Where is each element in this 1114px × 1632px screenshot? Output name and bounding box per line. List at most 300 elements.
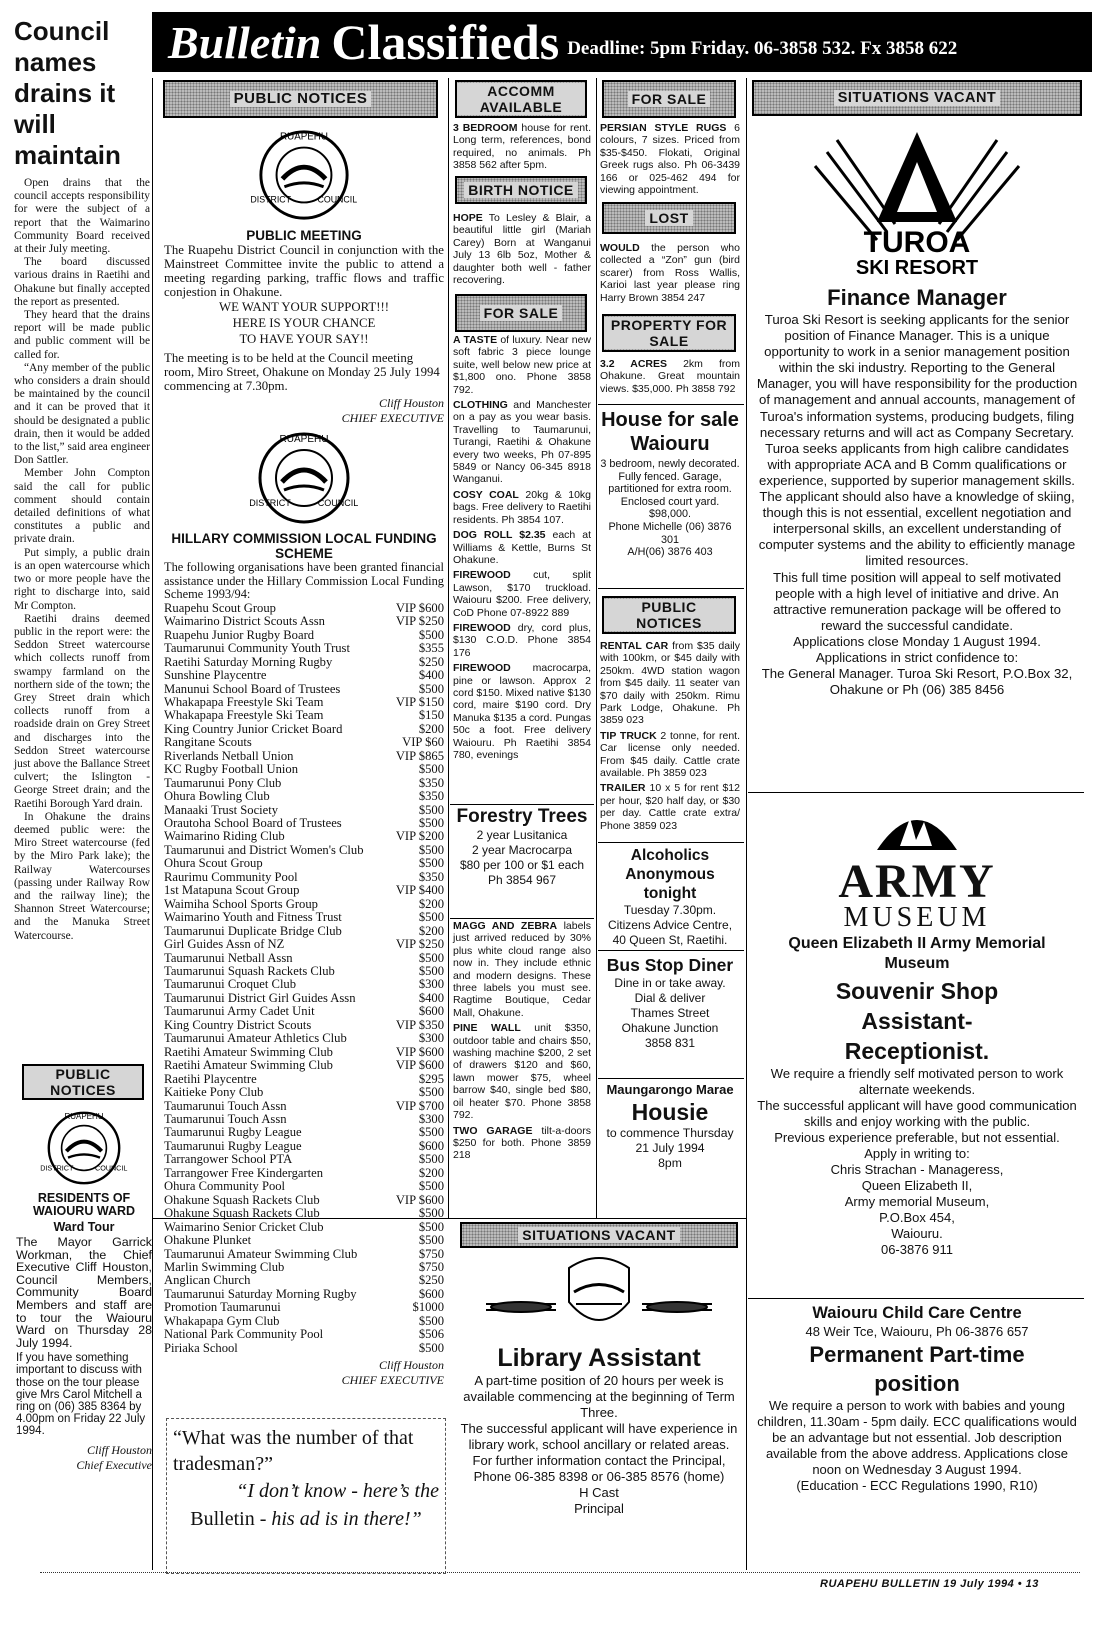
child-care-title: Waiouru Child Care Centre [812, 1304, 1022, 1322]
for-sale-list-col3b [453, 920, 591, 1214]
grant-organisation: National Park Community Pool [164, 1327, 324, 1342]
sale-item-text: each at Williams & Kettle, Burns St Ohakune. [453, 529, 591, 566]
quote-answer-1: “I don’t know - here’s the [236, 1480, 439, 1502]
grant-amount: $295 [418, 1071, 444, 1086]
turoa-logo [807, 122, 1027, 282]
grant-organisation: Promotion Taumarunui [164, 1300, 281, 1315]
news-paragraph: In Ohakune the drains deemed public were: the Miro Street watercourse (fed by the Miro Park lake); the Railway Watercourses (passing under Railway Row and the railway line); the Shannon Street Watercourse; and the Manuka Street Watercourse. [14, 810, 150, 942]
grant-organisation: Ruapehu Junior Rugby Board [164, 627, 315, 642]
finance-paragraph: Turoa Ski Resort is seeking applicants for the senior position of Finance Manager. This is a unique opportunity to work in a senior management position within the ski industry. Reporting to the General Manager, you will have responsibility for the production of management and annual accounts, management of Turoa's information systems, producing budgets, filing necessary returns and will act as Company Secretary. [756, 312, 1078, 440]
museum-title: MUSEUM [843, 902, 991, 933]
grant-organisation: Waimarino Youth and Fitness Trust [164, 910, 342, 925]
grant-amount: $400 [418, 668, 444, 683]
meeting-title: PUBLIC MEETING [246, 228, 362, 243]
sale-item-text: and Manchester on a pay as you wear basis. Travelling to Taumarunui, Turangi, Raetihi & Ohakune every two weeks, Ph 07-895 5849 or Nancy 06-345 8918 Wanganui. [453, 399, 592, 486]
grant-organisation: KC Rugby Football Union [164, 762, 298, 777]
army-paragraph: Apply in writing to: [864, 1146, 970, 1161]
grant-row [164, 1221, 444, 1234]
grant-amount: $500 [418, 950, 444, 965]
grant-row [164, 1248, 444, 1261]
grant-row [164, 1288, 444, 1301]
sale-item [453, 920, 591, 1019]
lost-ad [600, 242, 740, 310]
grant-organisation: Girl Guides Assn of NZ [164, 937, 285, 952]
situations-vacant-banner: SITUATIONS VACANT [752, 80, 1082, 116]
grant-amount: VIP $600 [395, 1192, 444, 1207]
grant-organisation: Waimarino District Scouts Assn [164, 614, 325, 629]
birth-lead: HOPE [453, 212, 483, 224]
public-notices-banner-col4: PUBLIC NOTICES [602, 596, 736, 634]
grant-amount: $600 [418, 1004, 444, 1019]
grant-row [164, 790, 444, 803]
sale-item-text: 20kg & 10kg bags. Free delivery to Raetihi residents. Ph 3854 107. [453, 488, 591, 526]
sale-item-text: macrocarpa, pine or lawson. Approx 2 cord $150. Mixed native $130 cord, maire $190 cord. Dry Manuka $135 a cord. Pungas 50c a foot. Free delivery Waiouru. Ph Raetihi 3854 780, evenings [453, 662, 591, 761]
grant-amount: $500 [418, 1179, 444, 1194]
grant-organisation: Tarrangower Free Kindergarten [164, 1165, 324, 1180]
army-paragraph: We require a friendly self motivated person to work alternate weekends. [770, 1066, 1064, 1097]
classifieds-header [152, 12, 1092, 72]
grant-organisation: Rangitane Scouts [164, 735, 252, 750]
news-paragraph: “Any member of the public who considers a drain should be maintained by the council and it can be proved that it should be designated a public drain, then it would be added to the list,” said area engineer Don Sattler. [14, 361, 150, 467]
header-title: Classifieds [331, 14, 560, 70]
grant-row [164, 925, 444, 938]
aa-line-1: Tuesday 7.30pm. [623, 903, 717, 917]
grant-organisation: Manaaki Trust Society [164, 802, 279, 817]
grant-amount: $350 [418, 789, 444, 804]
grant-organisation: Raetihi Amateur Swimming Club [164, 1044, 333, 1059]
news-paragraph: Raetihi drains deemed public in the report were: the Seddon Street watercourse which collects runoff from swampy farmland on the northern side of the town; the Grey Street drain which collects runoff from a roadside drain on Grey Street and discharges into the Seddon Street watercourse just above the Ballance Street culvert; the Islington - George Street drain; and the Raetihi Borough Yard drain. [14, 612, 150, 810]
turoa-logo-sub: SKI RESORT [855, 257, 979, 279]
hillary-intro: The following organisations have been granted financial assistance under the Hillary Commission Local Funding Scheme 1993/94: [164, 560, 444, 602]
sale-item-text: labels just arrived reduced by 30% plus white cloud range also now in. They include ethnic and modern designs. These three labels you must see. Ragtime Boutique, Cedar Mall, Ohakune. [453, 920, 592, 1019]
quote-answer-2a: Bulletin - [190, 1508, 272, 1530]
meeting-line-1: WE WANT YOUR SUPPORT!!! [219, 300, 389, 314]
army-paragraph: Queen Elizabeth II, [861, 1178, 973, 1193]
grant-amount: $500 [418, 964, 444, 979]
army-paragraph: Army memorial Museum, [844, 1194, 990, 1209]
notice-item-text: 10 x 5 for rent $12 per hour, $20 half day, or $30 per day. Cattle crate extra/ Phone 3859 023 [600, 782, 740, 832]
persian-rugs-ad [600, 122, 740, 200]
forestry-line-3: $80 per 100 or $1 each [459, 858, 585, 872]
house-title: House for sale [601, 409, 739, 431]
grant-amount: $500 [418, 1125, 444, 1140]
grant-organisation: Taumarunui Touch Assn [164, 1098, 287, 1113]
birth-notice-ad [453, 212, 591, 292]
housie-pre: Maungarongo Marae [606, 1082, 734, 1097]
sale-item-lead: FIREWOOD [453, 662, 511, 675]
grant-organisation: Ohakune Squash Rackets Club [164, 1206, 320, 1221]
forestry-line-4: Ph 3854 967 [487, 873, 557, 887]
sale-item-lead: FIREWOOD [453, 621, 511, 634]
grant-amount: VIP $600 [395, 600, 444, 615]
sale-item [453, 334, 591, 396]
ward-notice-signature: Cliff Houston [86, 1443, 152, 1457]
sale-item-lead: TWO GARAGE [453, 1124, 533, 1137]
sale-item [453, 569, 591, 619]
grant-amount: VIP $350 [395, 1017, 444, 1032]
for-sale-banner-col4: FOR SALE [602, 80, 736, 118]
ward-notice-signature-title: Chief Executive [76, 1458, 152, 1472]
birth-notice-banner: BIRTH NOTICE [455, 176, 587, 204]
sale-item-text: dry, cord plus, $130 C.O.D. Phone 3854 176 [453, 621, 592, 659]
grant-amount: $1000 [412, 1300, 444, 1315]
grant-organisation: Raetihi Saturday Morning Rugby [164, 654, 333, 669]
logo-text-top: RUAPEHU [279, 434, 329, 445]
grant-amount: $500 [418, 856, 444, 871]
child-care-paragraph: (Education - ECC Regulations 1990, R10) [796, 1478, 1038, 1493]
property-text: 2km from Ohakune. Great mountain views. $35,000. Ph 3858 792 [600, 358, 740, 395]
sale-item-text: unit $350, outdoor table and chairs $50, washing machine $200, 2 set of drawers $120 and $60, lawn mower $75, wheel barrow $40, single bed $80, oil heater $70. Phone 3858 792. [453, 1022, 591, 1122]
grant-amount: $500 [418, 1340, 444, 1355]
army-museum-ad [752, 796, 1082, 1300]
grant-row [164, 857, 444, 870]
grant-row [164, 952, 444, 965]
grant-organisation: Taumarunui Rugby League [164, 1138, 302, 1153]
notice-item [600, 640, 740, 727]
grant-row [164, 938, 444, 951]
grant-row [164, 1046, 444, 1059]
library-body-2: The successful applicant will have experience in library work, school ancillary or related areas. [460, 1421, 738, 1452]
grant-organisation: Taumarunui Army Cadet Unit [164, 1004, 315, 1019]
grant-row [164, 723, 444, 736]
hillary-signature-title: CHIEF EXECUTIVE [341, 1373, 444, 1388]
bus-line-2: Dial & deliver [634, 991, 706, 1005]
bulletin-quote-box [166, 1418, 446, 1574]
grant-amount: VIP $60 [402, 735, 444, 750]
grant-row [164, 1328, 444, 1341]
ward-tour-notice [16, 1108, 152, 1588]
header-deadline: Deadline: 5pm Friday. 06-3858 532. Fx 3858 622 [567, 38, 958, 59]
grant-amount: $200 [418, 721, 444, 736]
grant-row [164, 1113, 444, 1126]
grant-amount: $350 [418, 869, 444, 884]
grant-organisation: Waimarino Riding Club [164, 829, 285, 844]
grant-amount: $500 [418, 910, 444, 925]
housie-ad [600, 1082, 740, 1216]
sale-item [453, 489, 591, 526]
grant-amount: $500 [418, 1085, 444, 1100]
library-body-1: A part-time position of 20 hours per week is available commencing at the beginning of Term Three. [463, 1373, 735, 1420]
finance-paragraph: Turoa seeks applicants from high calibre candidates with appropriate ACA and B Comm qualifications or experience, supported by superior management skills. The applicant should also have a knowledge of skiing, though this is not essential, excellent negotiation and interpersonal skills, an excellent understanding of computer systems and the ability to efficiently manage limited resources. [758, 440, 1076, 569]
grant-organisation: Raetihi Amateur Swimming Club [164, 1058, 333, 1073]
news-column [14, 16, 150, 1066]
grant-row [164, 1100, 444, 1113]
army-paragraph: Waiouru. [891, 1226, 943, 1241]
child-care-paragraph: We require a person to work with babies and young children, 11.30am - 5pm daily. ECC qualifications would be an advantage but not essential. Job description available from the above address. Applications close noon on Wednesday 3 August 1994. [757, 1398, 1077, 1477]
meeting-details: The meeting is to be held at the Council meeting room, Miro Street, Ohakune on Monday 25 July 1994 commencing at 7.30pm. [164, 351, 440, 393]
grant-organisation: Riverlands Netball Union [164, 748, 294, 763]
sale-item-lead: A TASTE [453, 334, 498, 346]
grant-amount: $150 [418, 708, 444, 723]
house-phone: Phone Michelle (06) 3876 301 [608, 520, 732, 546]
meeting-line-3: TO HAVE YOUR SAY!! [239, 332, 369, 346]
finance-manager-title: Finance Manager [827, 285, 1007, 310]
grant-row [164, 844, 444, 857]
grant-organisation: Ohura Community Pool [164, 1179, 286, 1194]
grant-row [164, 1086, 444, 1099]
footer-rule [40, 1572, 1080, 1573]
aa-line-2: Citizens Advice Centre, [607, 918, 733, 932]
library-signature: H Cast [579, 1485, 619, 1500]
housie-line-1: to commence Thursday 21 July 1994 [606, 1126, 734, 1155]
grant-organisation: Piriaka School [164, 1340, 238, 1355]
library-assistant-ad [456, 1252, 742, 1582]
sale-item-lead: COSY COAL [453, 488, 519, 501]
grant-row [164, 1180, 444, 1193]
grant-row [164, 1032, 444, 1045]
for-sale-banner-col3: FOR SALE [455, 294, 587, 332]
notice-item [600, 730, 740, 780]
grant-amount: $500 [418, 681, 444, 696]
finance-paragraph: This full time position will appeal to self motivated people with a high level of initiative and drive. An attractive remuneration package will be offered to reward the successful candidate. [772, 569, 1062, 633]
grant-amount: $500 [418, 1152, 444, 1167]
news-paragraph: Member John Compton said the call for public comment should contain detailed definitions of what constitutes a public and private drain. [14, 467, 150, 546]
sale-item [453, 662, 591, 761]
public-meeting-notice [164, 126, 444, 426]
grant-row [164, 1005, 444, 1018]
notice-item-lead: RENTAL CAR [600, 640, 669, 652]
ruapehu-council-logo [40, 1108, 128, 1188]
sale-item-lead: MAGG AND ZEBRA [453, 920, 558, 932]
ward-notice-subtitle: Ward Tour [53, 1220, 115, 1234]
grant-organisation: Taumarunui Rugby League [164, 1125, 302, 1140]
grant-amount: VIP $250 [395, 614, 444, 629]
grant-amount: $600 [418, 1138, 444, 1153]
grant-organisation: Raurimu Community Pool [164, 869, 298, 884]
child-care-body [752, 1398, 1082, 1494]
child-care-position: Permanent Part-time position [809, 1342, 1025, 1396]
bus-line-3: Thames Street [630, 1006, 710, 1020]
sale-item-lead: DOG ROLL $2.35 [453, 529, 546, 542]
hillary-title: HILLARY COMMISSION LOCAL FUNDING SCHEME [171, 531, 437, 561]
grant-row [164, 602, 444, 615]
grant-organisation: Ohakune Squash Rackets Club [164, 1192, 320, 1207]
grant-row [164, 1167, 444, 1180]
grant-row [164, 1301, 444, 1314]
quote-question: “What was the number of that tradesman?” [173, 1427, 414, 1475]
house-after-hours: A/H(06) 3876 403 [627, 546, 713, 559]
grant-amount: $500 [418, 1313, 444, 1328]
army-paragraph: 06-3876 911 [880, 1242, 954, 1257]
grant-organisation: Whakapapa Freestyle Ski Team [164, 694, 324, 709]
grant-organisation: Waimiha School Sports Group [164, 896, 318, 911]
grant-row [164, 992, 444, 1005]
accomm-ad [453, 122, 591, 178]
army-paragraph: P.O.Box 454, [879, 1210, 955, 1225]
logo-text-right: COUNCIL [317, 498, 359, 508]
sale-item-text: of luxury. Near new soft fabric 3 piece lounge suite, well below new price at $1,800 ono. Phone 3858 792. [453, 334, 591, 396]
grant-amount: $300 [418, 1031, 444, 1046]
grant-organisation: Taumarunui and District Women's Club [164, 842, 364, 857]
grant-amount: $250 [418, 1273, 444, 1288]
sale-item [453, 1022, 591, 1121]
property-ad [600, 358, 740, 402]
grant-organisation: Taumarunui District Girl Guides Assn [164, 990, 356, 1005]
grant-row [164, 817, 444, 830]
grant-amount: $200 [418, 896, 444, 911]
grant-row [164, 1059, 444, 1072]
news-paragraph: Open drains that the council accepts responsibility for were the subject of a report that the Waimarino Community Board received at their July meeting. [14, 177, 150, 256]
sale-item [453, 399, 591, 486]
grant-row [164, 830, 444, 843]
rugs-lead: PERSIAN STYLE RUGS [600, 122, 727, 134]
ward-notice-body2: If you have something important to discuss with those on the tour please give Mrs Carol Mitchell a ring on (06) 385 8364 by 4.00pm on Friday 22 July 1994. [16, 1352, 146, 1437]
grant-row [164, 1140, 444, 1153]
finance-manager-body [752, 312, 1082, 698]
grant-row [164, 978, 444, 991]
grant-organisation: Taumarunui Amateur Athletics Club [164, 1031, 347, 1046]
grant-row [164, 736, 444, 749]
grant-row [164, 1342, 444, 1355]
grant-amount: $355 [418, 641, 444, 656]
sale-item-text: tilt-a-doors $250 for both. Phone 3859 218 [453, 1124, 591, 1162]
grant-row [164, 629, 444, 642]
grants-list [164, 602, 444, 1355]
grant-amount: $500 [418, 842, 444, 857]
grant-organisation: Taumarunui Squash Rackets Club [164, 964, 335, 979]
grant-organisation: Marlin Swimming Club [164, 1259, 285, 1274]
forestry-trees-ad [453, 806, 591, 918]
bus-line-5: 3858 831 [644, 1036, 696, 1050]
shop-title: Souvenir Shop Assistant-Receptionist. [835, 978, 999, 1064]
notice-item-lead: TIP TRUCK [600, 729, 657, 742]
grant-organisation: Taumarunui Pony Club [164, 775, 282, 790]
grant-organisation: Ohakune Plunket [164, 1233, 252, 1248]
grant-row [164, 1274, 444, 1287]
grant-row [164, 656, 444, 669]
grant-organisation: King Country District Scouts [164, 1017, 312, 1032]
forestry-line-1: 2 year Lusitanica [476, 828, 568, 842]
army-title: ARMY [838, 855, 996, 908]
notice-item-text: 2 tonne, for rent. Car license only needed. From $45 daily. Cattle crate available. Ph 3859 023 [600, 729, 740, 780]
accomm-lead: 3 BEDROOM [453, 122, 518, 134]
child-care-address: 48 Weir Tce, Waiouru, Ph 06-3876 657 [805, 1324, 1029, 1339]
army-paragraph: Previous experience preferable, but not essential. [774, 1130, 1060, 1145]
grant-amount: VIP $250 [395, 937, 444, 952]
aa-line-3: 40 Queen St, Raetihi. [612, 933, 728, 947]
finance-paragraph: Applications close Monday 1 August 1994. [793, 633, 1041, 649]
grant-row [164, 763, 444, 776]
housie-line-2: 8pm [658, 1156, 682, 1170]
grant-row [164, 1194, 444, 1207]
logo-text-top: RUAPEHU [64, 1112, 104, 1122]
logo-text-right: COUNCIL [317, 194, 358, 205]
house-text: 3 bedroom, newly decorated. Fully fenced. Garage, partitioned for extra room. Enclosed court yard. $98,000. [600, 458, 740, 521]
logo-text-right: COUNCIL [95, 1163, 128, 1173]
lost-banner: LOST [602, 202, 736, 234]
grant-amount: $200 [418, 1165, 444, 1180]
grant-row [164, 1234, 444, 1247]
ward-notice-body: The Mayor Garrick Workman, the Chief Executive Cliff Houston, Council Members, Community Board Members and staff are to tour the Waiouru Ward on Thursday 28 July 1994. [16, 1235, 152, 1350]
ruapehu-council-logo [250, 126, 358, 224]
meeting-line-2: HERE IS YOUR CHANCE [232, 316, 376, 330]
grant-organisation: Raetihi Playcentre [164, 1071, 257, 1086]
notice-item-text: from $35 daily with 100km, or $45 daily with 250km. 4WD station wagon from $45 daily. 11 seater van $70 daily with 250km. Rimu Park Lodge, Ohakune. Ph 3859 023 [600, 640, 741, 727]
grant-amount: VIP $400 [395, 883, 444, 898]
grant-row [164, 965, 444, 978]
grant-row [164, 1315, 444, 1328]
grant-row [164, 642, 444, 655]
sale-item-text: cut, split Lawson, $170 truckload. Waiouru $200. Free delivery, CoD Phone 07-8922 889 [453, 569, 591, 619]
grant-row [164, 750, 444, 763]
forestry-title: Forestry Trees [456, 806, 588, 827]
army-paragraph: The successful applicant will have good communication skills and enjoy working with the public. [757, 1098, 1077, 1129]
logo-text-top: RUAPEHU [280, 131, 328, 143]
grant-organisation: Kaitieke Pony Club [164, 1085, 264, 1100]
quote-answer-2 [173, 1505, 439, 1533]
grant-amount: $400 [418, 990, 444, 1005]
logo-text-left: DISTRICT [250, 194, 292, 205]
logo-text-left: DISTRICT [40, 1163, 74, 1173]
library-signature-title: Principal [574, 1501, 624, 1516]
army-body [752, 1066, 1082, 1258]
rental-list [600, 640, 740, 840]
grant-organisation: Taumarunui Amateur Swimming Club [164, 1246, 358, 1261]
birth-text: To Lesley & Blair, a beautiful little girl (Mariah Carey) Born at Wanganui July 13 6lb 5oz, Mother & daughter both well - father recovering. [453, 212, 591, 287]
grant-amount: VIP $600 [395, 1044, 444, 1059]
grant-amount: $500 [418, 816, 444, 831]
grant-row [164, 884, 444, 897]
grant-organisation: Ohura Bowling Club [164, 789, 270, 804]
grant-organisation: Waimarino Senior Cricket Club [164, 1219, 324, 1234]
grant-amount: $500 [418, 762, 444, 777]
notice-item-lead: TRAILER [600, 782, 646, 795]
property-lead: 3.2 ACRES [600, 358, 668, 370]
header-title-italic: Bulletin [168, 16, 322, 68]
grant-amount: $506 [418, 1327, 444, 1342]
ruapehu-council-logo [249, 428, 359, 528]
grant-amount: $750 [418, 1246, 444, 1261]
sale-item-lead: PINE WALL [453, 1022, 521, 1035]
grant-row [164, 871, 444, 884]
grant-row [164, 911, 444, 924]
army-paragraph: Chris Strachan - Manageress, [830, 1162, 1004, 1177]
grant-amount: VIP $700 [395, 1098, 444, 1113]
grant-organisation: Anglican Church [164, 1273, 251, 1288]
grant-amount: $600 [418, 1286, 444, 1301]
grant-amount: VIP $200 [395, 829, 444, 844]
grant-row [164, 777, 444, 790]
grant-organisation: Taumarunui Saturday Morning Rugby [164, 1286, 357, 1301]
grant-row [164, 669, 444, 682]
news-paragraph: The board discussed various drains in Raetihi and Ohakune but finally accepted the report as presented. [14, 256, 150, 308]
grant-organisation: Taumarunui Touch Assn [164, 1112, 287, 1126]
sale-item-lead: FIREWOOD [453, 569, 511, 582]
grant-row [164, 683, 444, 696]
hillary-signature: Cliff Houston [378, 1358, 444, 1373]
sale-item-lead: CLOTHING [453, 399, 508, 412]
grant-organisation: Sunshine Playcentre [164, 668, 267, 683]
for-sale-list-col3 [453, 334, 591, 802]
accomm-text: house for rent. Long term, references, bond required, no animals. Ph 3858 562 after 5pm. [453, 122, 591, 172]
library-situations-banner: SITUATIONS VACANT [460, 1222, 738, 1248]
public-notices-banner: PUBLIC NOTICES [163, 80, 438, 118]
grant-organisation: Ohura Scout Group [164, 856, 263, 871]
grant-organisation: King Country Junior Cricket Board [164, 721, 343, 736]
sale-item [453, 1125, 591, 1162]
grant-organisation: Taumarunui Duplicate Bridge Club [164, 923, 342, 938]
grant-organisation: Ruapehu Scout Group [164, 600, 276, 615]
museum-name: Queen Elizabeth II Army Memorial Museum [788, 935, 1046, 972]
grant-organisation: 1st Matapuna Scout Group [164, 883, 300, 898]
aa-title: Alcoholics Anonymous tonight [625, 847, 715, 902]
grant-organisation: Taumarunui Community Youth Trust [164, 641, 350, 656]
bus-line-1: Dine in or take away. [614, 976, 726, 990]
grant-organisation: Taumarunui Croquet Club [164, 977, 297, 992]
bus-title: Bus Stop Diner [606, 955, 734, 975]
meeting-signature: Cliff Houston [378, 396, 444, 410]
grant-row [164, 804, 444, 817]
